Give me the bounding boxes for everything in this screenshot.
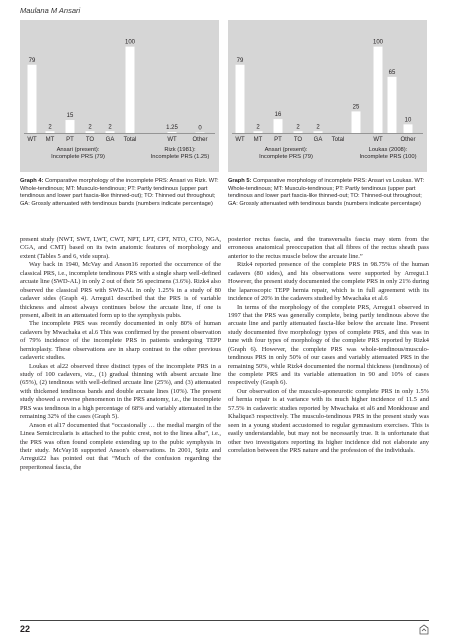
group-label: Incomplete PRS (100) (359, 154, 417, 160)
data-label: 2 (296, 124, 300, 131)
group-label: Rizk (1981): (164, 147, 196, 153)
graph-5-panel (228, 20, 427, 172)
running-head: Maulana M Ansari (20, 6, 81, 15)
data-label: 79 (28, 57, 36, 64)
graph-5-caption (228, 178, 429, 208)
paragraph: posterior rectus fascia, and the transversalis fascia may stem from the erroneous anatomical preoccupation that all fibres of the rectus sheath pass anterior to the rectus muscle below the arcuate line.” (228, 236, 429, 260)
graph-4-caption (20, 178, 221, 208)
tick-label: WT (27, 137, 37, 143)
group-label: Ansari (present): (264, 147, 308, 153)
paragraph: In terms of the morphology of the complete PRS, Arregui1 observed in 1997 that the PRS was generally complete, being partly tendinous above the arcuate line and partly attenuated fascia-like below the arcuate line. Present study documented five morphology types of complete PRS, and this was in tune with four types of morphology of the complete PRS reported by Rizk4 (Graph 6). However, the complete PRS was whole-tendinous/musculo-tendinous PRS in only 50% of our cases and variably attenuated PRS in the remaining 50%, while Rizk4 documented the normal thickness (tendinous) of the complete PRS and its variable attenuation in 90 and 10% of cases respectively (Graph 6). (228, 303, 429, 387)
data-label: 2 (48, 124, 52, 131)
graph-5-caption-text: Comparative morphology of incomplete PRS: Ansari vs Loukas. WT: Whole-tendinous; MT: Musculo-tendinous; PT: Partly tendinous (upper part tendinous and lower part fascia-like thinned-out; TO: Thinned-out throughout; GA: Grossly attenuated with tendinous bands (numbers indicate percentage) (228, 178, 425, 207)
bar (196, 132, 205, 133)
tick-label: TO (293, 137, 303, 143)
paragraph: Loukas et al22 observed three distinct types of the incomplete PRS in a study of 100 cadavers, viz., (1) gradual thinning with absent arcuate line (65%), (2) tendinous with well-defined arcuate line (25%), and (3) attenuated with thickened tendinous bands and double arcuate lines (10%). The present study showed a reverse phenomenon in the PRS anatomy, i.e., the incomplete PRS was tendinous in a high percentage of 68% and variably attenuated in the remaining 32% of the cases (Graph 5). (20, 362, 221, 421)
group-label: Incomplete PRS (1.25) (150, 154, 210, 160)
bar (236, 65, 245, 133)
graph-5-caption-label: Graph 5: (228, 178, 252, 184)
group-label: Incomplete PRS (79) (51, 154, 105, 160)
data-label: 15 (66, 113, 74, 120)
group-label: Loukas (2008): (368, 147, 408, 153)
bar (352, 111, 361, 133)
bar (254, 131, 263, 133)
tick-label: MT (45, 137, 55, 143)
journal-logo-icon (418, 624, 430, 636)
data-label: 79 (236, 57, 244, 64)
tick-label: Total (331, 137, 345, 143)
graph-4-chart (20, 20, 219, 172)
bar (314, 131, 323, 133)
body-column-left (20, 236, 221, 472)
bar (294, 131, 303, 133)
paragraph: Rizk4 reported presence of the complete PRS in 98.75% of the human cadavers (80 sides), and his observations were supported by Arregui.1 However, the present study documented the complete PRS in only 21% during the laparoscopic TEPP hernia repair, which is in full agreement with its incidence of 20% in the cadavers studied by Mwachaka et al.6 (228, 261, 430, 303)
data-label: 65 (388, 69, 396, 76)
bar (126, 47, 135, 133)
tick-label: PT (274, 137, 282, 143)
tick-label: MT (253, 137, 263, 143)
bar (28, 65, 37, 133)
tick-label: Other (400, 137, 416, 143)
graph-4-caption-text: Comparative morphology of the incomplete PRS: Ansari vs Rizk. WT: Whole-tendinous; MT: Musculo-tendinous; PT: Partly tendinous (upper part tendinous and lower part fascia-like thinned-out); TO: Thinned out throughout; GA: Grossly attenuated with tendinous bands (numbers indicate percentage) (20, 178, 219, 207)
paragraph: The incomplete PRS was recently documented in only 80% of human cadavers by Mwachaka et al.6 This was confirmed by the present observation of 79% incidence of the incomplete PRS in patients undergoing TEPP hernioplasty. These observations are in sharp contrast to the other previous cadaveric studies. (20, 320, 221, 362)
data-label: 16 (274, 112, 282, 119)
group-label: Incomplete PRS (79) (259, 154, 313, 160)
data-label: 1.25 (166, 124, 178, 131)
data-label: 100 (124, 39, 136, 46)
data-label: 25 (352, 104, 360, 111)
data-label: 2 (256, 124, 260, 131)
tick-label: Total (123, 137, 137, 143)
graph-4-panel (20, 20, 219, 172)
paragraph: Way back in 1940, McVay and Anson16 reported the occurrence of the classical PRS, i.e., incomplete tendinous PRS with a single sharp well-defined arcuate line (SWD-AL) in only 2 out of their 56 specimens (3.6%). Rizk4 also observed the classical PRS with SWD-AL in only 1.25% in a study of 80 cadaver sides (Graph 4). Arregui1 described that the PRS is of variable thickness and almost always continues below the arcuate line, if one is present, albeit in an attenuated form up to the symphysis pubis. (20, 261, 221, 319)
footer-rule (20, 620, 429, 621)
bar (86, 131, 95, 133)
graph-4-caption-label: Graph 4: (20, 178, 44, 184)
body-column-right (228, 236, 429, 455)
paragraph: present study (NWT, SWT, LWT, CWT, NPT, LPT, CPT, NTO, CTO, NGA, CGA, and CMT) based on its twin anatomic features of morphology and extent (Tables 5 and 6, vide supra). (20, 236, 221, 260)
paragraph: Anson et al17 documented that “occasionally … the medial margin of the Linea Semicircularis is attached to the pubic crest, not to the linea alba”, i.e., the PRS was often found complete extending up to the pubic symphysis in their study. McVay18 supported Anson's observations. In 2001, Spitz and Arregui22 has pointed out that “Much of the confusion regarding the preperitoneal fascia, the (20, 421, 221, 471)
bar (404, 124, 413, 133)
tick-label: Other (192, 137, 208, 143)
bar (66, 120, 75, 133)
data-label: 10 (404, 117, 412, 124)
data-label: 2 (88, 124, 92, 131)
data-label: 100 (372, 39, 384, 46)
data-label: 0 (198, 125, 202, 132)
tick-label: WT (373, 137, 383, 143)
tick-label: WT (235, 137, 245, 143)
data-label: 2 (316, 124, 320, 131)
tick-label: GA (105, 137, 115, 143)
bar (106, 131, 115, 133)
bar (388, 77, 397, 133)
tick-label: PT (66, 137, 74, 143)
tick-label: TO (85, 137, 95, 143)
paragraph: Our observation of the musculo-aponeurotic complete PRS in only 1.5% of hernia repair is at variance with its much higher incidence of 11.5 and 57.5% in cadaveric studies reported by Mwachaka et al6 and Monkhouse and Khalique3 respectively. The musculo-tendinous PRS in the present study was seen in a young student accustomed to regular gymnasium exercises. This is easily understandable, but may not be necessarily true. It is unfortunate that other two investigators reporting its higher incidence did not elaborate any correlation between the PRS nature and the profession of the individuals. (228, 387, 429, 454)
data-label: 2 (108, 124, 112, 131)
bar (274, 119, 283, 133)
bar (374, 47, 383, 133)
group-label: Ansari (present): (56, 147, 100, 153)
tick-label: WT (167, 137, 177, 143)
bar (168, 132, 177, 133)
graph-5-chart (228, 20, 427, 172)
page-number: 22 (20, 624, 31, 634)
bar (46, 131, 55, 133)
tick-label: GA (313, 137, 323, 143)
